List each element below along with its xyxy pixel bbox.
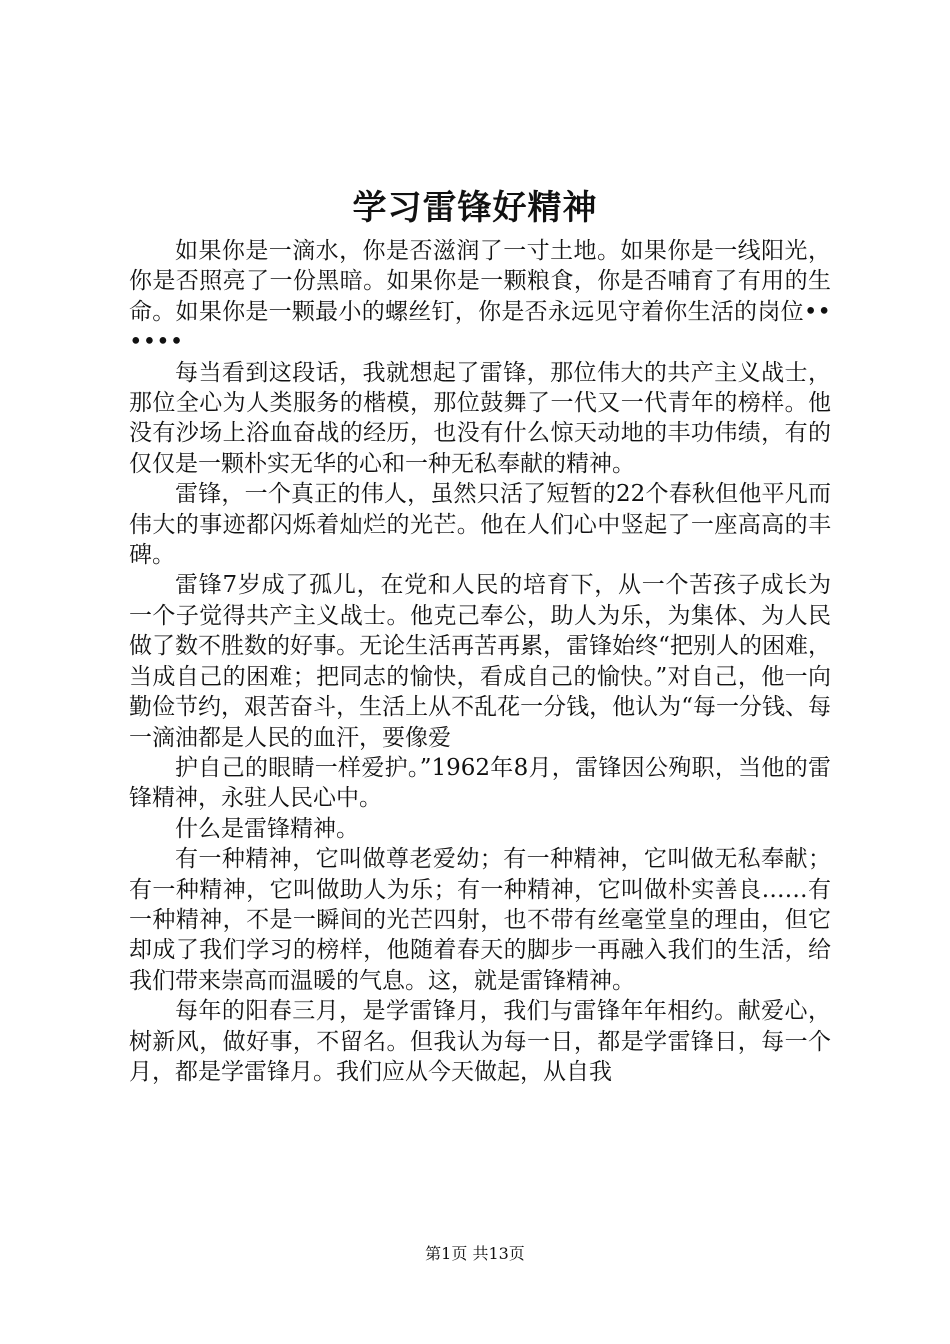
page-footer: 第1页 共13页	[425, 1244, 525, 1263]
paragraph: 雷锋7岁成了孤儿，在党和人民的培育下，从一个苦孩子成长为一个子觉得共产主义战士。他克己奉公，助人为乐，为集体、为人民做了数不胜数的好事。无论生活再苦再累，雷锋始终“把别人的困难，当成自己的困难；把同志的愉快，看成自己的愉快。”对自己，他一向勤俭节约，艰苦奋斗，生活上从不乱花一分钱，他认为“每一分钱、每一滴油都是人民的血汗，要像爱	[129, 572, 831, 751]
paragraph: 有一种精神，它叫做尊老爱幼；有一种精神，它叫做无私奉献；有一种精神，它叫做助人为乐；有一种精神，它叫做朴实善良……有一种精神，不是一瞬间的光芒四射，也不带有丝毫堂皇的理由，但它却成了我们学习的榜样，他随着春天的脚步一再融入我们的生活，给我们带来崇高而温暖的气息。这，就是雷锋精神。	[129, 846, 831, 994]
document-title: 学习雷锋好精神	[352, 188, 598, 228]
document-body	[129, 236, 831, 1087]
paragraph: 雷锋，一个真正的伟人，虽然只活了短暂的22个春秋但他平凡而伟大的事迹都闪烁着灿烂的光芒。他在人们心中竖起了一座高高的丰碑。	[129, 481, 831, 569]
paragraph: 什么是雷锋精神。	[175, 815, 359, 842]
paragraph: 护自己的眼睛一样爱护。”1962年8月，雷锋因公殉职，当他的雷锋精神，永驻人民心中。	[129, 754, 831, 812]
paragraph: 如果你是一滴水，你是否滋润了一寸土地。如果你是一线阳光，你是否照亮了一份黑暗。如果你是一颗粮食，你是否哺育了有用的生命。如果你是一颗最小的螺丝钉，你是否永远见守着你生活的岗位••••••	[129, 238, 831, 356]
paragraph: 每当看到这段话，我就想起了雷锋，那位伟大的共产主义战士，那位全心为人类服务的楷模，那位鼓舞了一代又一代青年的榜样。他没有沙场上浴血奋战的经历，也没有什么惊天动地的丰功伟绩，有的仅仅是一颗朴实无华的心和一种无私奉献的精神。	[129, 359, 831, 477]
paragraph: 每年的阳春三月，是学雷锋月，我们与雷锋年年相约。献爱心，树新风，做好事，不留名。但我认为每一日，都是学雷锋日，每一个月，都是学雷锋月。我们应从今天做起，从自我	[129, 998, 831, 1085]
